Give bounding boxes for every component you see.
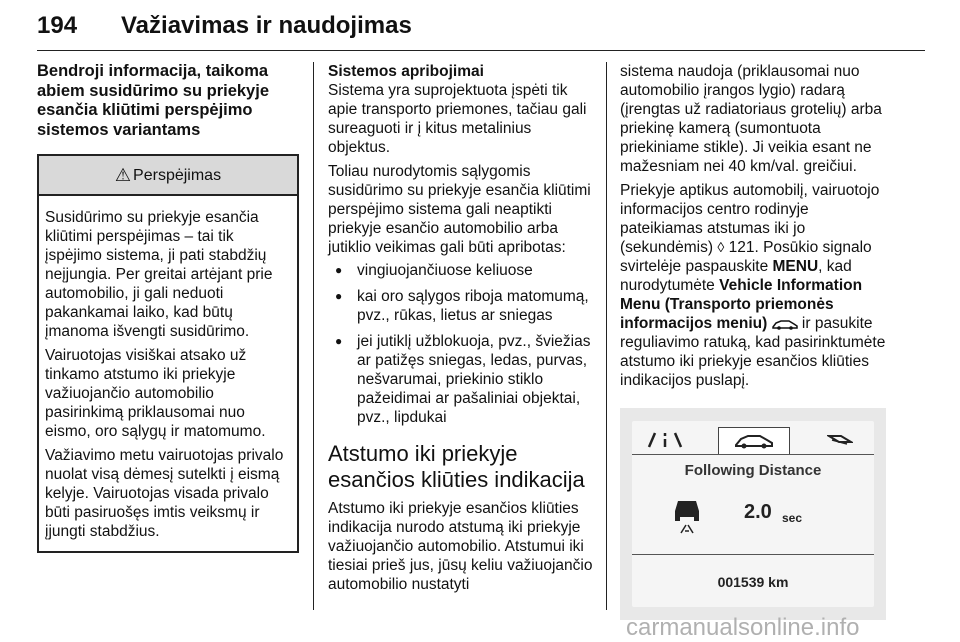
warning-header — [39, 156, 297, 196]
headlight-icon — [820, 427, 860, 453]
text-run: . Posūkio signalo svirtelėje paspauskite — [620, 239, 872, 275]
paragraph: sistema naudoja (priklausomai nuo automobilio įrangos lygio) radarą (įrengtas už radiatoriaus grotelių) arba priekinę kamerą (sumontuota priekiniame stikle). Ji veikia esant ne mažesniam nei 40 km/val. greičiui. — [620, 63, 882, 175]
odometer-readout: 001539 km — [717, 574, 789, 590]
column-divider — [313, 62, 314, 610]
column-middle — [328, 62, 596, 599]
menu-item-label: Vehicle Information Menu (Transporto priemonės informacijos meniu) — [620, 277, 863, 332]
warning-title: Perspėjimas — [133, 166, 222, 184]
section-heading: Bendroji informacija, taikoma abiem susidūrimo su priekyje esančia kliūtimi perspėjimo sistemos variantams — [37, 62, 269, 139]
list-item: ● jei jutiklį užblokuoja, pvz., šviežias ar patižęs sniegas, ledas, purvas, nešvarumai, priekinio stiklo pažeidimai ar pašaliniai objektai, pvz., lipdukai — [328, 332, 596, 427]
instrument-display-figure — [620, 408, 886, 620]
following-distance-unit: sec — [782, 511, 803, 525]
text-run: ir pasukite reguliavimo ratuką, kad pasirinktumėte atstumo iki priekyje esančios kliūties indikacijos puslapį. — [620, 315, 886, 389]
list-item: ● kai oro sąlygos riboja matomumą, pvz., rūkas, lietus ar sniegas — [328, 287, 596, 325]
warning-paragraph: Važiavimo metu vairuotojas privalo nuolat visą dėmesį sutelkti į eismą kelyje. Vairuotojas visada privalo būti pasiruošęs imtis veiksmų ir įjungti stabdžius. — [45, 447, 284, 540]
subheading: Sistemos apribojimai — [328, 63, 484, 80]
chapter-title: Važiavimas ir naudojimas — [121, 12, 412, 39]
warning-paragraph: Susidūrimo su priekyje esančia kliūtimi perspėjimas – tai tik įspėjimo sistema, ji pati stabdžių neįjungia. Per greitai artėjant prie automobilio, ji gali neduoti pakankamai laiko, kad būtų įmanoma išvengti susidūrimo. — [45, 209, 273, 340]
lane-icon — [640, 427, 690, 453]
display-divider — [632, 554, 874, 555]
bullet-list — [328, 261, 596, 427]
paragraph: Sistema yra suprojektuota įspėti tik apie transporto priemones, tačiau gali sureaguoti ir į kitus metalinius objektus. — [328, 82, 587, 156]
car-icon — [772, 315, 802, 332]
page-reference-icon: ◊ — [717, 239, 725, 255]
column-left — [37, 62, 299, 553]
watermark: carmanualsonline.info — [626, 614, 860, 641]
vehicle-ahead-tab-icon — [718, 427, 790, 454]
paragraph: Atstumo iki priekyje esančios kliūties indikacija nurodo atstumą iki priekyje važiuojančio automobilio. Atstumui iki tiesiai prieš jus, jūsų keliu važiuojančio automobilio nustatyti — [328, 500, 593, 593]
paragraph — [620, 181, 892, 390]
display-tabs — [632, 427, 874, 457]
paragraph: Toliau nurodytomis sąlygomis susidūrimo su priekyje esančia kliūtimi perspėjimo sistema gali neaptikti priekyje esančio automobilio arba jutiklio veikimas gali būti apribotas: — [328, 163, 591, 256]
display-title: Following Distance — [684, 462, 822, 479]
driver-info-screen — [632, 421, 874, 607]
following-distance-value: 2.0 — [744, 501, 772, 523]
warning-triangle-icon: ⚠ — [114, 164, 132, 185]
warning-paragraph: Vairuotojas visiškai atsako už tinkamo atstumo iki priekyje važiuojančio automobilio pasirinkimą priklausomai nuo eismo, oro sąlygų ir matomumo. — [45, 347, 266, 440]
menu-key-label: MENU — [772, 258, 819, 275]
display-divider — [632, 454, 874, 455]
vehicle-ahead-icon — [672, 497, 702, 540]
text-run: Priekyje aptikus automobilį, vairuotojo informacijos centro rodinyje pateikiamas atstumas iki jo (sekundėmis) — [620, 182, 880, 256]
page-number: 194 — [37, 12, 78, 39]
section-heading-large: Atstumo iki priekyje esančios kliūties indikacija — [328, 441, 585, 492]
column-right — [620, 62, 892, 620]
text-run: , kad nurodytumėte — [620, 258, 852, 294]
page-reference[interactable]: 121 — [728, 239, 755, 256]
page-header — [37, 8, 925, 51]
warning-body — [39, 196, 297, 551]
column-divider — [606, 62, 607, 610]
warning-box — [37, 154, 299, 553]
list-item: ● vingiuojančiuose keliuose — [328, 261, 596, 280]
